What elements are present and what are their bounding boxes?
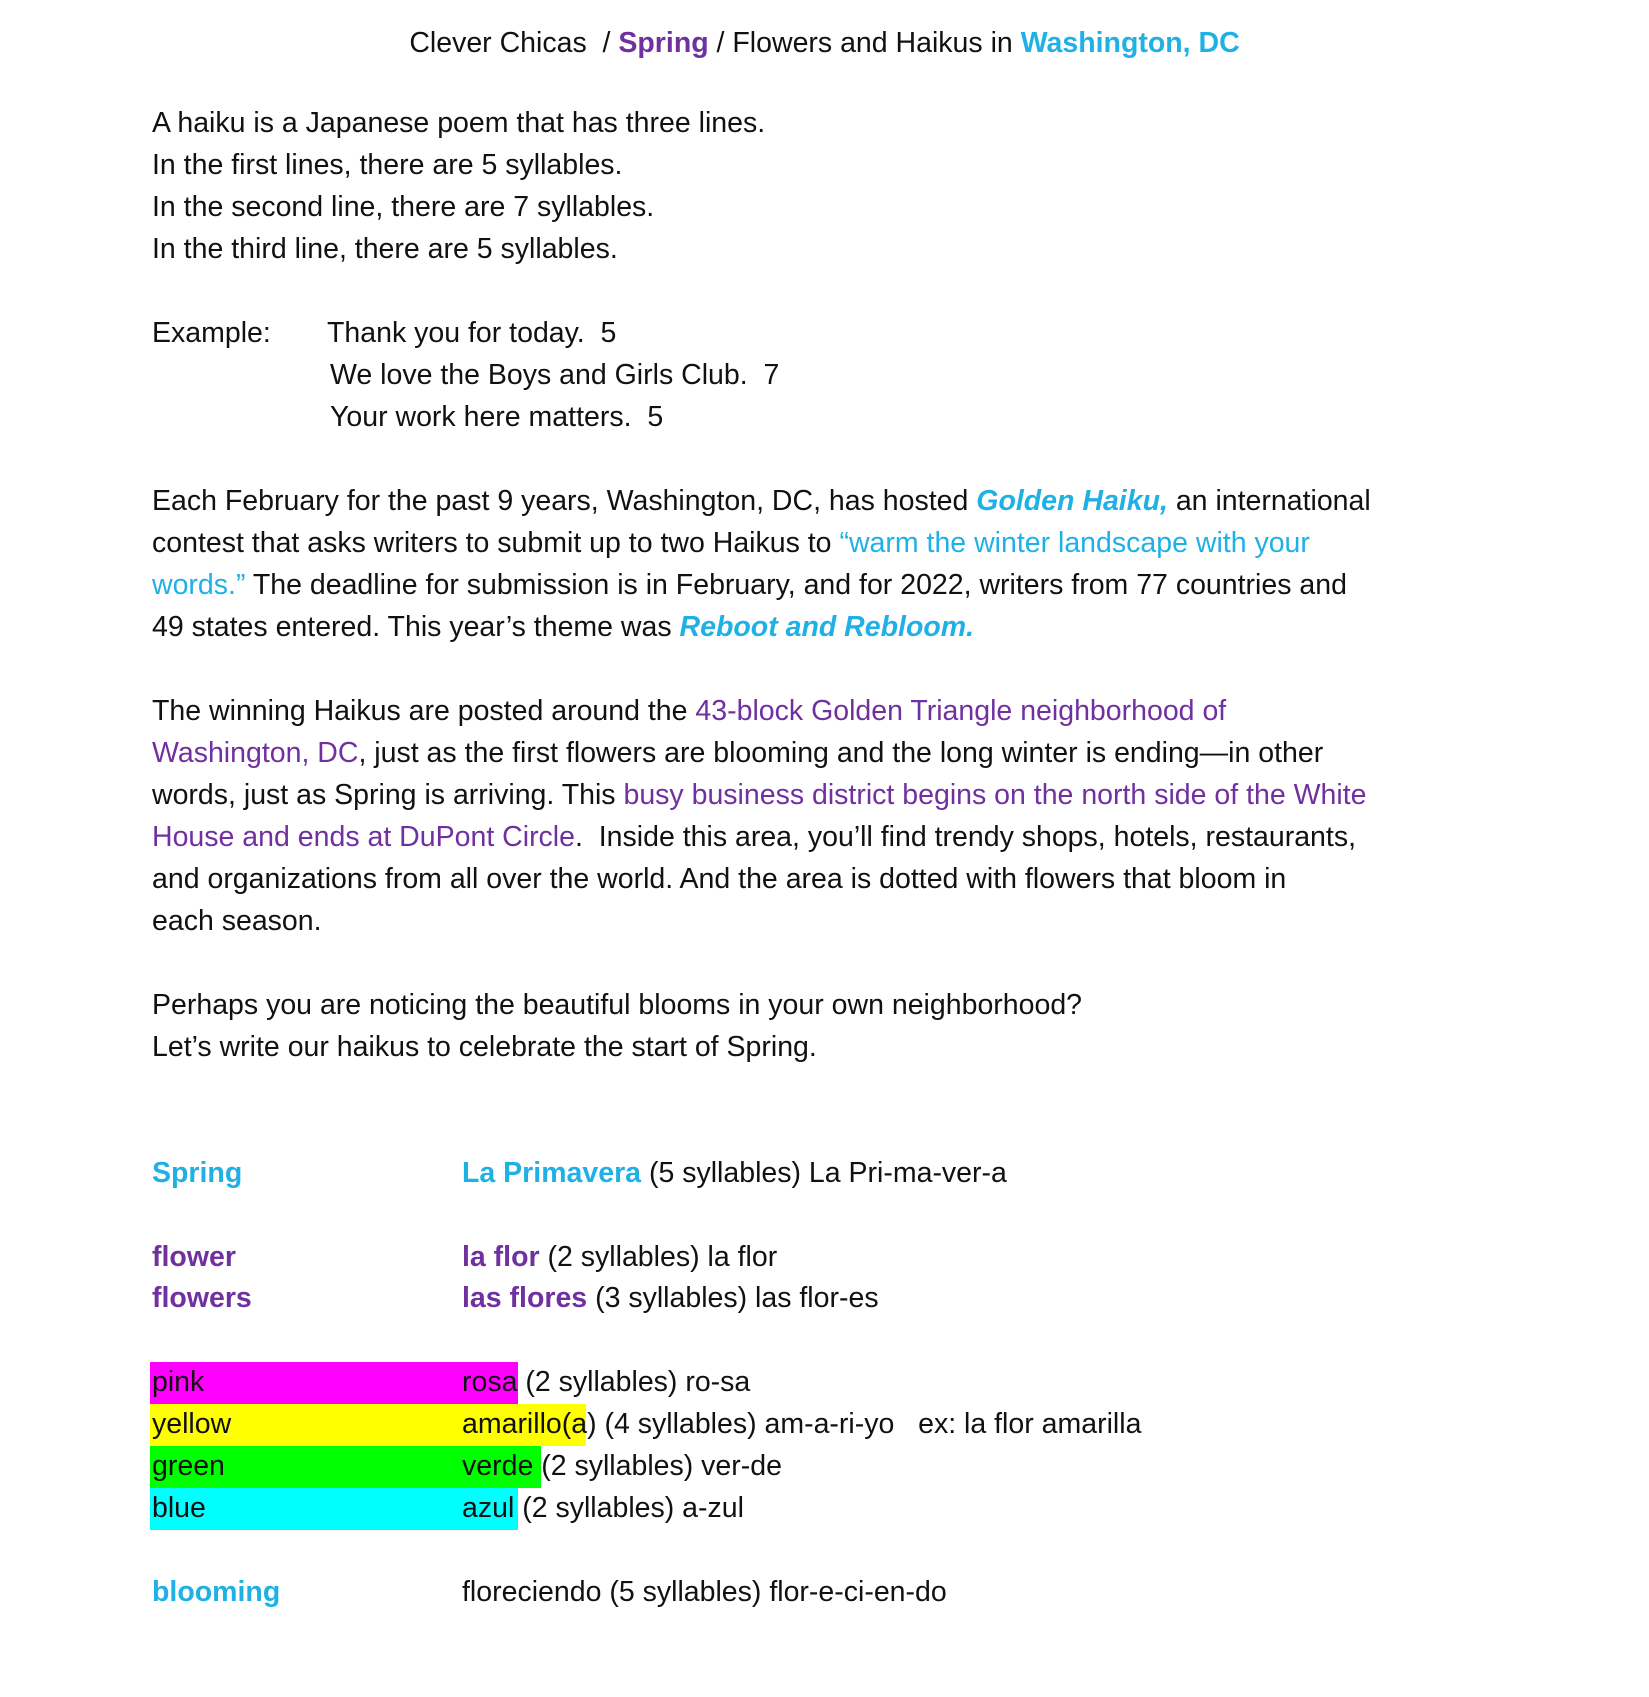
vocab-spanish-flower: [462, 1237, 777, 1277]
breadcrumb-clever-chicas: Clever Chicas: [409, 27, 587, 59]
breadcrumb-flowers-and-haikus: / Flowers and Haikus in: [708, 27, 1021, 59]
paragraph-golden-haiku-line: [152, 607, 974, 647]
intro-line: In the second line, there are 7 syllables.: [152, 191, 655, 223]
color-spanish-word: amarillo(: [462, 1408, 572, 1440]
paragraph-golden-haiku-line: [152, 565, 1347, 605]
vocab-spanish-word: la flor: [462, 1241, 540, 1273]
vocab-spanish-word: floreciendo: [462, 1576, 602, 1608]
color-pronunciation: (2 syllables) ro-sa: [517, 1366, 751, 1398]
breadcrumb-separator: /: [586, 27, 619, 59]
vocab-english-flower: flower: [152, 1241, 236, 1273]
text: 49 states entered. This year’s theme was: [152, 611, 680, 643]
vocab-english-blooming: blooming: [152, 1576, 281, 1608]
vocab-spanish-flowers: [462, 1278, 879, 1318]
text: words, just as Spring is arriving. This: [152, 779, 624, 811]
example-line: Your work here matters. 5: [330, 401, 664, 433]
paragraph-closing: Perhaps you are noticing the beautiful blooms in your own neighborhood?: [152, 989, 1083, 1021]
text: . Inside this area, you’ll find trendy shops, hotels, restaurants,: [575, 821, 1356, 853]
paragraph-closing: Let’s write our haikus to celebrate the start of Spring.: [152, 1031, 817, 1063]
text: The winning Haikus are posted around the: [152, 695, 696, 727]
paragraph-golden-triangle-line: and organizations from all over the world. And the area is dotted with flowers that bloom in: [152, 863, 1287, 895]
color-spanish-word: azul: [462, 1492, 515, 1524]
vocab-spanish-word: La Primavera: [462, 1157, 642, 1189]
color-spanish-blue: [462, 1488, 744, 1528]
intro-line: In the third line, there are 5 syllables.: [152, 233, 618, 265]
vocab-pronunciation: (5 syllables) La Pri-ma-ver-a: [641, 1157, 1007, 1189]
color-spanish-pink: [462, 1362, 750, 1402]
example-line: Thank you for today. 5: [327, 317, 617, 349]
example-line: We love the Boys and Girls Club. 7: [330, 359, 780, 391]
text: Each February for the past 9 years, Washington, DC, has hosted: [152, 485, 977, 517]
color-spanish-yellow: [462, 1404, 1141, 1444]
golden-haiku-title: Golden Haiku,: [976, 485, 1168, 517]
paragraph-golden-triangle-line: each season.: [152, 905, 322, 937]
golden-triangle-link[interactable]: 43-block Golden Triangle neighborhood of: [695, 695, 1227, 727]
text: contest that asks writers to submit up to two Haikus to: [152, 527, 840, 559]
example-label: Example:: [152, 317, 271, 349]
vocab-english-flowers: flowers: [152, 1282, 252, 1314]
contest-quote: words.”: [152, 569, 246, 601]
vocab-spanish-spring: [462, 1153, 1007, 1193]
paragraph-golden-haiku: [152, 481, 1371, 521]
color-english-blue: blue: [152, 1492, 206, 1524]
color-pronunciation: (2 syllables) ver-de: [533, 1450, 782, 1482]
vocab-pronunciation: (2 syllables) la flor: [539, 1241, 778, 1273]
color-english-pink: pink: [152, 1366, 205, 1398]
vocab-pronunciation: (5 syllables) flor-e-ci-en-do: [601, 1576, 947, 1608]
theme-title: Reboot and Rebloom.: [679, 611, 975, 643]
color-spanish-word: verde: [462, 1450, 534, 1482]
business-district-link[interactable]: busy business district begins on the north side of the White: [623, 779, 1367, 811]
breadcrumb: [0, 23, 1649, 63]
color-english-yellow: yellow: [152, 1408, 232, 1440]
text: an international: [1167, 485, 1371, 517]
color-english-green: green: [152, 1450, 225, 1482]
color-spanish-green: [462, 1446, 782, 1486]
breadcrumb-spring: Spring: [618, 27, 709, 59]
paragraph-golden-triangle-line: [152, 733, 1323, 773]
text: The deadline for submission is in February, and for 2022, writers from 77 countries and: [245, 569, 1347, 601]
paragraph-golden-haiku-line: [152, 523, 1310, 563]
contest-quote: “warm the winter landscape with your: [839, 527, 1310, 559]
color-pronunciation: (2 syllables) a-zul: [514, 1492, 744, 1524]
breadcrumb-washington-dc: Washington, DC: [1020, 27, 1240, 59]
vocab-pronunciation: (3 syllables) las flor-es: [587, 1282, 879, 1314]
vocab-english-spring: Spring: [152, 1157, 243, 1189]
intro-line: A haiku is a Japanese poem that has three lines.: [152, 107, 766, 139]
paragraph-golden-triangle-line: [152, 775, 1366, 815]
vocab-spanish-blooming: [462, 1572, 947, 1612]
paragraph-golden-triangle: [152, 691, 1226, 731]
intro-line: In the first lines, there are 5 syllables.: [152, 149, 623, 181]
color-spanish-word: rosa: [462, 1366, 518, 1398]
paragraph-golden-triangle-line: [152, 817, 1356, 857]
text: , just as the first flowers are blooming and the long winter is ending—in other: [358, 737, 1324, 769]
business-district-link[interactable]: House and ends at DuPont Circle: [152, 821, 575, 853]
vocab-spanish-word: las flores: [462, 1282, 588, 1314]
color-pronunciation: a) (4 syllables) am-a-ri-yo ex: la flor amarilla: [571, 1408, 1142, 1440]
golden-triangle-link[interactable]: Washington, DC: [152, 737, 359, 769]
